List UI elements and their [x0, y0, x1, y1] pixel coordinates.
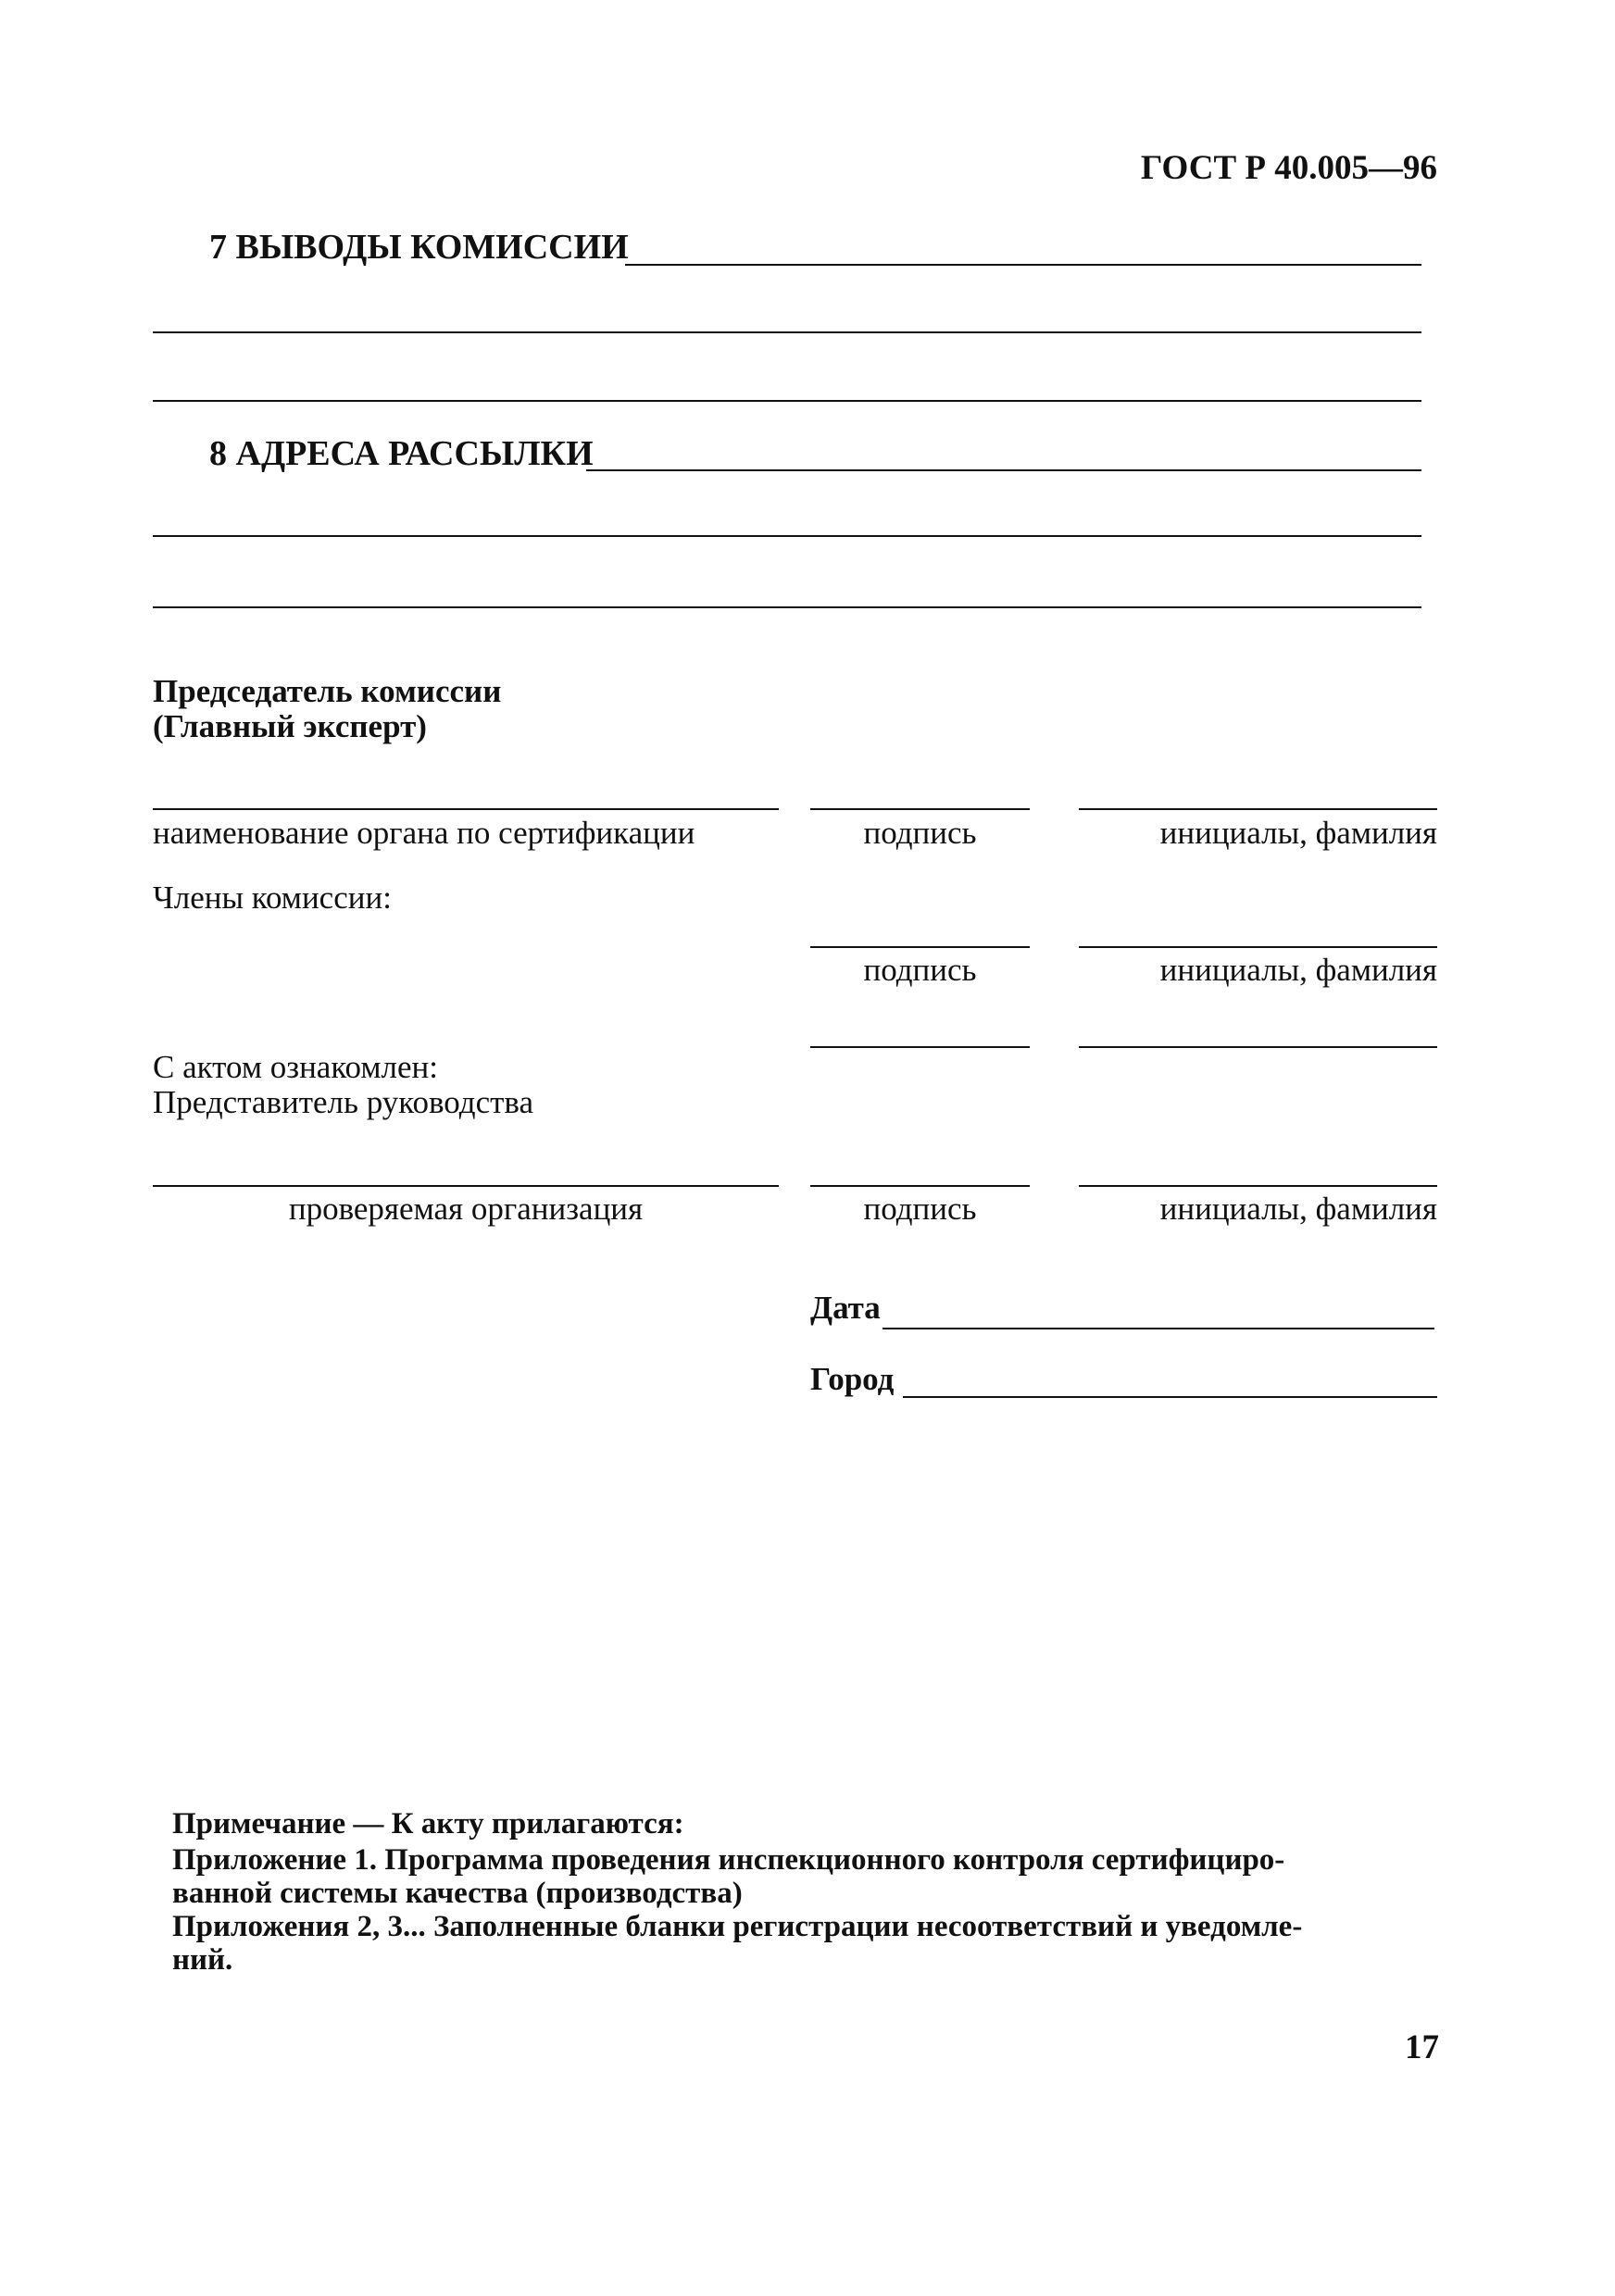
members-name-caption: инициалы, фамилия	[1159, 952, 1437, 988]
members-signature-line-2[interactable]	[810, 1046, 1030, 1048]
section-7-line-2[interactable]	[153, 331, 1421, 333]
members-name-line-2[interactable]	[1079, 1046, 1437, 1048]
section-8-line-2[interactable]	[153, 535, 1421, 537]
city-line[interactable]	[903, 1396, 1437, 1398]
members-signature-caption: подпись	[863, 952, 977, 988]
note-line-2: Приложение 1. Программа проведения инспекционного контроля сертифициро-	[172, 1843, 1285, 1877]
chairman-signature-line[interactable]	[810, 808, 1030, 810]
chairman-signature-caption: подпись	[863, 815, 977, 851]
note-line-4: Приложения 2, 3... Заполненные бланки регистрации несоответствий и уведомле-	[172, 1910, 1303, 1943]
acknowledged-subtitle: Представитель руководства	[153, 1084, 533, 1120]
acknowledged-org-caption: проверяемая организация	[288, 1191, 644, 1227]
document-code: ГОСТ Р 40.005—96	[1140, 149, 1437, 187]
acknowledged-name-caption: инициалы, фамилия	[1159, 1191, 1437, 1227]
members-name-line[interactable]	[1079, 946, 1437, 948]
acknowledged-title: С актом ознакомлен:	[153, 1049, 438, 1085]
date-label: Дата	[810, 1290, 881, 1326]
members-title: Члены комиссии:	[153, 880, 392, 916]
section-7-line-3[interactable]	[153, 400, 1421, 402]
chairman-org-caption: наименование органа по сертификации	[153, 815, 695, 851]
section-8-line-1[interactable]	[586, 469, 1421, 471]
note-line-1: Примечание — К акту прилагаются:	[172, 1807, 684, 1841]
date-line[interactable]	[883, 1328, 1434, 1329]
chairman-org-line[interactable]	[153, 808, 779, 810]
note-line-3: ванной системы качества (производства)	[172, 1877, 743, 1910]
note-line-5: ний.	[172, 1943, 233, 1977]
section-7-title: 7 ВЫВОДЫ КОМИССИИ	[209, 228, 629, 267]
acknowledged-org-line[interactable]	[153, 1185, 779, 1187]
city-label: Город	[810, 1361, 895, 1397]
chairman-name-line[interactable]	[1079, 808, 1437, 810]
chairman-subtitle: (Главный эксперт)	[153, 708, 427, 744]
section-8-line-3[interactable]	[153, 606, 1421, 608]
page-number: 17	[1405, 2028, 1439, 2066]
acknowledged-signature-line[interactable]	[810, 1185, 1030, 1187]
acknowledged-name-line[interactable]	[1079, 1185, 1437, 1187]
chairman-title: Председатель комиссии	[153, 673, 502, 709]
chairman-name-caption: инициалы, фамилия	[1159, 815, 1437, 851]
section-8-title: 8 АДРЕСА РАССЫЛКИ	[209, 434, 594, 473]
section-7-line-1[interactable]	[625, 264, 1421, 266]
members-signature-line[interactable]	[810, 946, 1030, 948]
acknowledged-signature-caption: подпись	[863, 1191, 977, 1227]
